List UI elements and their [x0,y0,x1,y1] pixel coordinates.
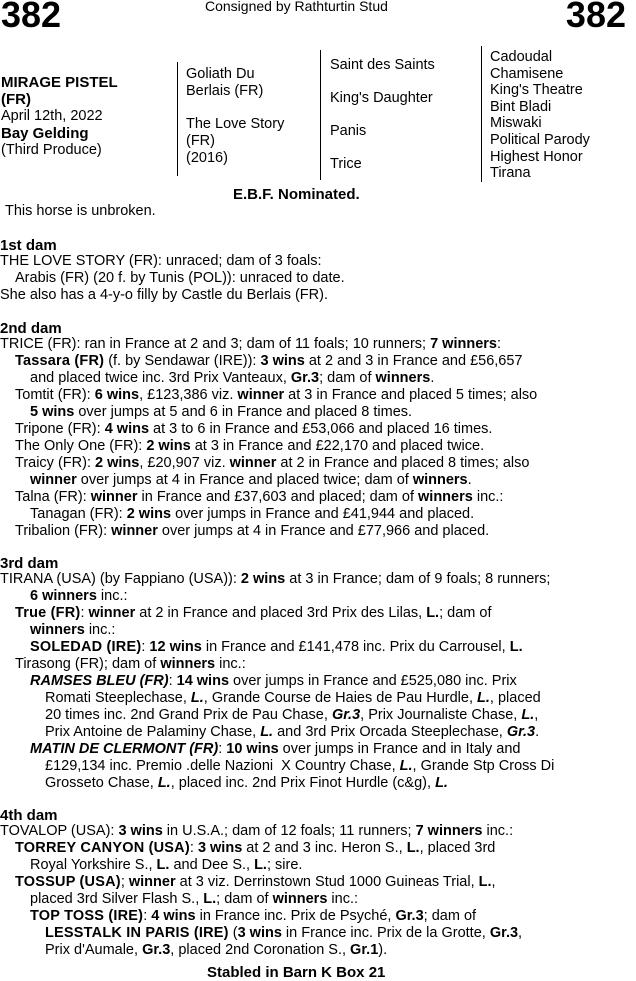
family-line: TRICE (FR): ran in France at 2 and 3; dam of 11 foals; 10 runners; 7 winners: [0,336,502,352]
sire [186,66,263,100]
family-line: TORREY CANYON (USA): 3 wins at 2 and 3 inc. Heron S., L., placed 3rd [15,840,496,856]
family-line: TIRANA (USA) (by Fappiano (USA)): 2 wins at 3 in France; dam of 9 foals; 8 runners; [0,571,551,587]
gen3-item: Bint Bladi [490,98,552,115]
consignor: Consigned by Rathturtin Stud [205,0,388,14]
foaled-date: April 12th, 2022 [1,108,103,124]
gen3 [490,49,590,182]
lot-number-right: 382 [565,0,626,35]
unbroken-note: This horse is unbroken. [5,203,156,219]
gen3-item: Cadoudal [490,49,553,65]
section-dam1: 1st dam [0,237,57,254]
family-line: TOP TOSS (IRE): 4 wins in France inc. Prix de Psyché, Gr.3; dam of [30,908,477,924]
sire-line: Goliath Du [186,66,255,82]
family-line: Tassara (FR) (f. by Sendawar (IRE)): 3 wins at 2 and 3 in France and £56,657 [15,353,523,369]
family-line: LESSTALK IN PARIS (IRE) (3 wins in France inc. Prix de la Grotte, Gr.3, [45,925,523,941]
dam-line: The Love Story [186,116,285,132]
family-line: 5 wins over jumps at 5 and 6 in France and placed 8 times. [30,404,413,420]
dam-line: (FR) [186,133,215,149]
family-line: 6 winners inc.: [30,588,128,604]
family-line: THE LOVE STORY (FR): unraced; dam of 3 foals: [0,253,322,269]
family-line: Prix d'Aumale, Gr.3, placed 2nd Coronation S., Gr.1). [45,942,388,958]
family-line: Tripone (FR): 4 wins at 3 to 6 in France and £53,066 and placed 16 times. [15,421,493,437]
gen2-1: Saint des Saints [330,57,435,73]
gen3-item: Highest Honor [490,148,583,165]
horse-name: MIRAGE PISTEL [1,74,118,91]
lot-number-left: 382 [1,0,62,35]
produce: (Third Produce) [1,142,102,158]
family-line: Tomtit (FR): 6 wins, £123,386 viz. winner at 3 in France and placed 5 times; also [15,387,538,403]
family-line: RAMSES BLEU (FR): 14 wins over jumps in France and £525,080 inc. Prix [30,673,517,689]
family-line: Tanagan (FR): 2 wins over jumps in France and £41,944 and placed. [30,506,475,522]
family-line: The Only One (FR): 2 wins at 3 in France and £22,170 and placed twice. [15,438,485,454]
pedigree-line-2 [320,50,321,180]
family-line: True (FR): winner at 2 in France and placed 3rd Prix des Lilas, L.; dam of [15,605,492,621]
section-dam3: 3rd dam [0,555,59,572]
horse-sex: Bay Gelding [1,125,89,142]
family-line: TOVALOP (USA): 3 wins in U.S.A.; dam of 12 foals; 11 runners; 7 winners inc.: [0,823,514,839]
family-line: winners inc.: [30,622,116,638]
family-line: SOLEDAD (IRE): 12 wins in France and £141,478 inc. Prix du Carrousel, L. [30,639,523,655]
gen2-3: Panis [330,123,367,139]
pedigree-line-1 [177,62,178,176]
family-line: Prix Antoine de Palaminy Chase, L. and 3rd Prix Orcada Steeplechase, Gr.3. [45,724,540,740]
family-line: MATIN DE CLERMONT (FR): 10 wins over jumps in France and in Italy and [30,741,521,757]
family-line: Arabis (FR) (20 f. by Tunis (POL)): unraced to date. [15,270,345,286]
family-line: 20 times inc. 2nd Grand Prix de Pau Chase, Gr.3, Prix Journaliste Chase, L., [45,707,539,723]
family-line: Tirasong (FR); dam of winners inc.: [15,656,246,672]
gen3-item: Chamisene [490,65,564,82]
ebf-note: E.B.F. Nominated. [233,186,360,203]
gen3-item: Miswaki [490,115,542,132]
family-line: Grosseto Chase, L., placed inc. 2nd Prix Finot Hurdle (c&g), L. [45,775,448,791]
family-line: and placed twice inc. 3rd Prix Vanteaux, Gr.3; dam of winners. [30,370,435,386]
horse-suffix: (FR) [1,91,31,108]
family-line: £129,134 inc. Premio .delle Nazioni X Country Chase, L., Grande Stp Cross Di [45,758,555,774]
gen3-item: Tirana [490,165,531,182]
horse-info [1,74,118,159]
family-line: Tribalion (FR): winner over jumps at 4 in France and £77,966 and placed. [15,523,490,539]
sire-line: Berlais (FR) [186,83,264,99]
family-line: placed 3rd Silver Flash S., L.; dam of winners inc.: [30,891,359,907]
stabled-note: Stabled in Barn K Box 21 [207,964,386,981]
family-line: Traicy (FR): 2 wins, £20,907 viz. winner at 2 in France and placed 8 times; also [15,455,530,471]
gen2-4: Trice [330,156,362,172]
family-line: winner over jumps at 4 in France and placed twice; dam of winners. [30,472,472,488]
family-line: Talna (FR): winner in France and £37,603 and placed; dam of winners inc.: [15,489,504,505]
gen2-2: King's Daughter [330,90,433,106]
family-line: TOSSUP (USA); winner at 3 viz. Derrinstown Stud 1000 Guineas Trial, L., [15,874,496,890]
pedigree-line-3 [481,46,482,182]
family-line: She also has a 4-y-o filly by Castle du Berlais (FR). [0,287,328,303]
section-dam2: 2nd dam [0,320,62,337]
gen3-item: King's Theatre [490,82,583,99]
dam [186,116,284,167]
family-line: Romati Steeplechase, L., Grande Course de Haies de Pau Hurdle, L., placed [45,690,541,706]
section-dam4: 4th dam [0,807,58,824]
dam-line: (2016) [186,150,228,166]
gen3-item: Political Parody [490,131,590,148]
family-line: Royal Yorkshire S., L. and Dee S., L.; sire. [30,857,303,873]
